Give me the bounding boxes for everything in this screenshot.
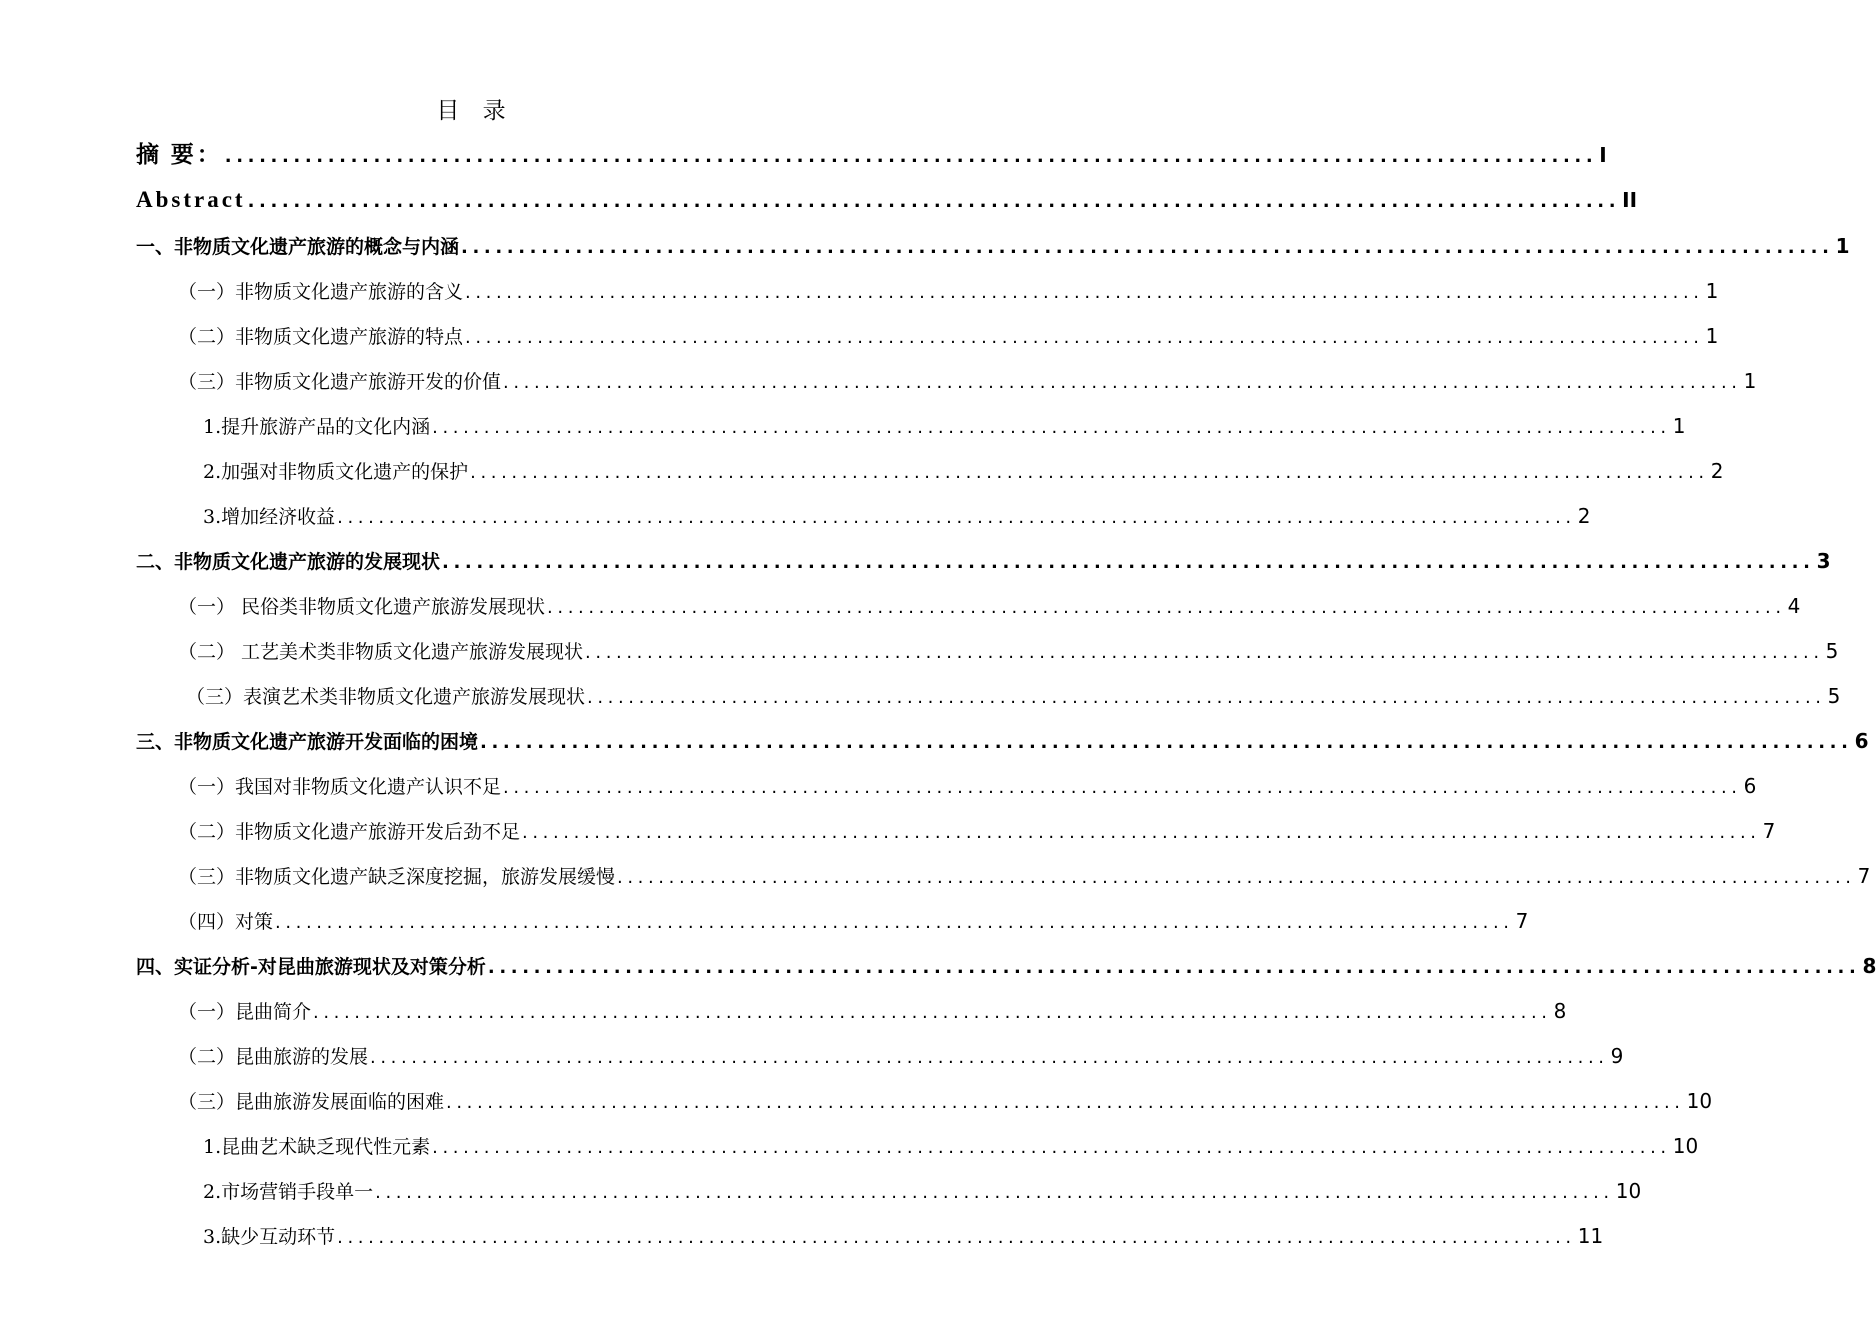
toc-entry (203, 1176, 1642, 1206)
toc-page-number: 2 (1577, 504, 1591, 528)
toc-page-number: 11 (1577, 1224, 1604, 1248)
toc-leader-dots: ........................................................................................................................ (465, 327, 1704, 348)
toc-leader-dots: ........................................................................................................................ (503, 777, 1742, 798)
toc-leader-dots: ........................................................................................................................ (247, 191, 1621, 212)
toc-entry (178, 1041, 1624, 1071)
toc-leader-dots: ........................................................................................................................ (275, 912, 1514, 933)
toc-leader-dots: ........................................................................................................................ (480, 732, 1853, 753)
toc-leader-dots: ........................................................................................................................ (617, 867, 1856, 888)
toc-entry (178, 591, 1801, 621)
toc-entry-title: 一、非物质文化遗产旅游的概念与内涵 (136, 236, 460, 258)
toc-page-number: 6 (1743, 774, 1757, 798)
toc-entry-title: （三）昆曲旅游发展面临的困难 (178, 1091, 445, 1113)
toc-entry (178, 771, 1757, 801)
toc-page-number: II (1622, 188, 1638, 212)
toc-entry-title: 1.昆曲艺术缺乏现代性元素 (203, 1136, 431, 1158)
toc-page-number: 10 (1615, 1179, 1642, 1203)
toc-entry (178, 816, 1776, 846)
toc-entry (186, 681, 1841, 711)
toc-entry-title: （二）非物质文化遗产旅游开发后劲不足 (178, 821, 521, 843)
toc-entry-title: 3.缺少互动环节 (203, 1226, 336, 1248)
toc-entry-title: （一）昆曲简介 (178, 1001, 312, 1023)
toc-entry (178, 321, 1719, 351)
toc-entry (136, 726, 1869, 756)
toc-entry-title: 三、非物质文化遗产旅游开发面临的困境 (136, 731, 479, 753)
toc-page-number: 5 (1825, 639, 1839, 663)
toc-page-number: 6 (1854, 729, 1869, 753)
toc-entry (178, 636, 1839, 666)
toc-entry (136, 546, 1831, 576)
toc-entry (203, 1131, 1699, 1161)
toc-leader-dots: ........................................................................................................................ (487, 957, 1861, 978)
toc-leader-dots: ........................................................................................................................ (337, 507, 1576, 528)
toc-leader-dots: ........................................................................................................................ (432, 417, 1671, 438)
toc-leader-dots: ........................................................................................................................ (313, 1002, 1552, 1023)
toc-page-number: 10 (1686, 1089, 1713, 1113)
toc-entry-title: 摘 要： (136, 142, 223, 167)
toc-leader-dots: ........................................................................................................................ (461, 237, 1834, 258)
toc-entry-title: （二） 工艺美术类非物质文化遗产旅游发展现状 (178, 641, 584, 663)
toc-entry (136, 231, 1850, 261)
toc-page-number: 4 (1787, 594, 1801, 618)
toc-page-number: 9 (1610, 1044, 1624, 1068)
toc-page-number: 1 (1705, 324, 1719, 348)
toc-entry-title: （二）昆曲旅游的发展 (178, 1046, 369, 1068)
toc-leader-dots: ........................................................................................................................ (470, 462, 1709, 483)
toc-entry-title: （一）我国对非物质文化遗产认识不足 (178, 776, 502, 798)
toc-page-number: 1 (1705, 279, 1719, 303)
toc-leader-dots: ........................................................................................................................ (432, 1137, 1671, 1158)
toc-entry-title: 四、实证分析-对昆曲旅游现状及对策分析 (136, 956, 486, 978)
toc-entry (203, 456, 1724, 486)
toc-entry (136, 185, 1638, 215)
toc-leader-dots: ........................................................................................................................ (446, 1092, 1685, 1113)
toc-page-number: 1 (1743, 369, 1757, 393)
toc-entry-title: 3.增加经济收益 (203, 506, 336, 528)
toc-page-number: 10 (1672, 1134, 1699, 1158)
toc-entry (178, 996, 1567, 1026)
toc-leader-dots: ........................................................................................................................ (370, 1047, 1609, 1068)
toc-entry (203, 1221, 1604, 1251)
toc-leader-dots: ........................................................................................................................ (337, 1227, 1576, 1248)
toc-entry (178, 366, 1757, 396)
toc-page-number: 2 (1710, 459, 1724, 483)
toc-entry-title: Abstract (136, 187, 246, 212)
toc-page-number: 7 (1762, 819, 1776, 843)
toc-entry (178, 861, 1871, 891)
toc-entry-title: （一） 民俗类非物质文化遗产旅游发展现状 (178, 596, 546, 618)
toc-leader-dots: ........................................................................................................................ (547, 597, 1786, 618)
toc-page-number: 7 (1857, 864, 1871, 888)
toc-entry (136, 951, 1876, 981)
toc-page-number: 1 (1672, 414, 1686, 438)
toc-entry (203, 411, 1686, 441)
toc-entry-title: （一）非物质文化遗产旅游的含义 (178, 281, 464, 303)
toc-entry (178, 906, 1529, 936)
toc-leader-dots: ........................................................................................................................ (585, 642, 1824, 663)
toc-page-number: 3 (1816, 549, 1831, 573)
toc-page-number: 8 (1553, 999, 1567, 1023)
toc-leader-dots: ........................................................................................................................ (465, 282, 1704, 303)
toc-leader-dots: ........................................................................................................................ (442, 552, 1815, 573)
toc-entry (178, 276, 1719, 306)
toc-title: 目 录 (436, 98, 514, 124)
toc-page-number: 8 (1862, 954, 1876, 978)
toc-page-number: I (1599, 143, 1607, 167)
toc-page-number: 5 (1827, 684, 1841, 708)
toc-entry-title: 二、非物质文化遗产旅游的发展现状 (136, 551, 441, 573)
toc-leader-dots: ........................................................................................................................ (224, 146, 1598, 167)
toc-entry-title: 2.加强对非物质文化遗产的保护 (203, 461, 469, 483)
toc-page-number: 7 (1515, 909, 1529, 933)
toc-leader-dots: ........................................................................................................................ (503, 372, 1742, 393)
toc-leader-dots: ........................................................................................................................ (522, 822, 1761, 843)
toc-entry (136, 140, 1607, 170)
toc-leader-dots: ........................................................................................................................ (375, 1182, 1614, 1203)
toc-entry (178, 1086, 1713, 1116)
toc-page-number: 1 (1835, 234, 1850, 258)
toc-entry-title: （四）对策 (178, 911, 274, 933)
toc-entry-title: （二）非物质文化遗产旅游的特点 (178, 326, 464, 348)
toc-entry (203, 501, 1591, 531)
toc-entry-title: 1.提升旅游产品的文化内涵 (203, 416, 431, 438)
toc-leader-dots: ........................................................................................................................ (587, 687, 1826, 708)
toc-entry-title: 2.市场营销手段单一 (203, 1181, 374, 1203)
toc-entry-title: （三）非物质文化遗产旅游开发的价值 (178, 371, 502, 393)
toc-entry-title: （三）表演艺术类非物质文化遗产旅游发展现状 (186, 686, 586, 708)
toc-entry-title: （三）非物质文化遗产缺乏深度挖掘，旅游发展缓慢 (178, 866, 616, 888)
